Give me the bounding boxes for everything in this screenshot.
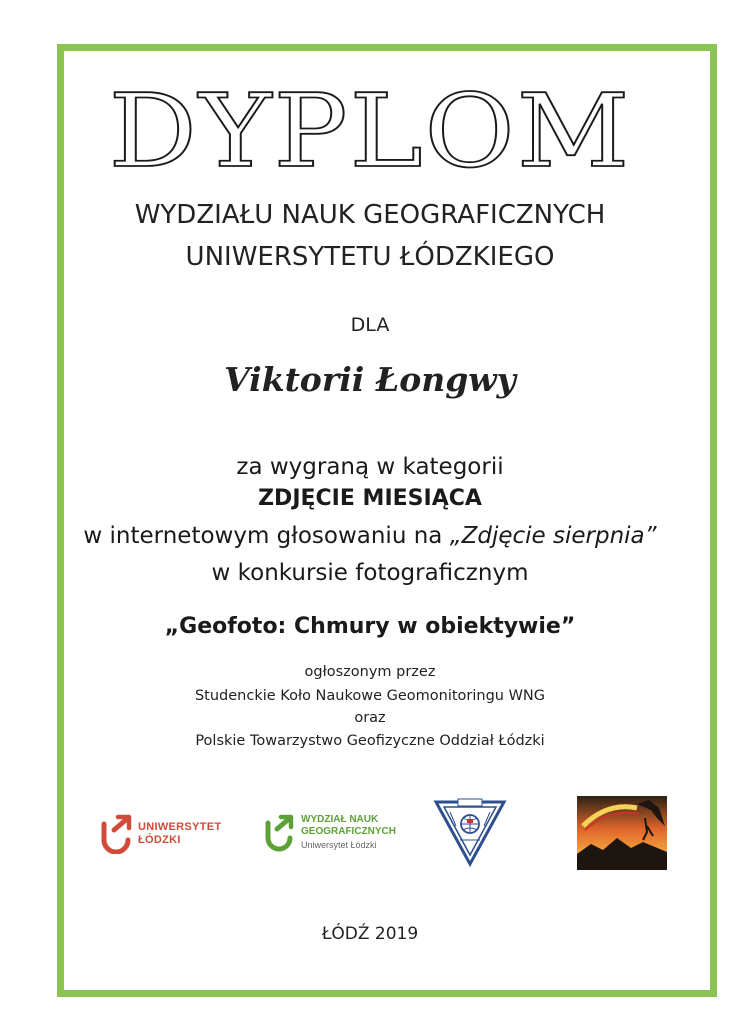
ul-logo-text <box>138 821 221 847</box>
wng-logo-text <box>301 814 396 838</box>
wng-logo-line2: GEOGRAFICZNYCH <box>301 826 396 837</box>
award-text-line: za wygraną w kategorii <box>236 454 504 480</box>
recipient-name: Viktorii Łongwy <box>224 360 516 399</box>
contest-name: „Geofoto: Chmury w obiektywie” <box>164 614 576 639</box>
organizer-ptg: Polskie Towarzystwo Geofizyczne Oddział Łódzki <box>195 733 545 749</box>
issuer-faculty: WYDZIAŁU NAUK GEOGRAFICZNYCH <box>134 200 606 230</box>
logo-uniwersytet-lodzki <box>98 814 228 856</box>
for-label: DLA <box>350 314 390 336</box>
contest-text-line: w konkursie fotograficznym <box>211 560 529 586</box>
organizer-skn: Studenckie Koło Naukowe Geomonitoringu WNG <box>194 688 546 704</box>
place-and-year: ŁÓDŹ 2019 <box>321 924 419 944</box>
announced-by: ogłoszonym przez <box>304 664 436 680</box>
voting-text-prefix: w internetowym głosowaniu na <box>83 523 450 549</box>
diploma-title: DYPLOM <box>108 72 632 190</box>
logo-wng <box>263 812 403 856</box>
wng-arrow-icon <box>263 814 297 852</box>
voting-title-quote: „Zdjęcie sierpnia” <box>449 523 657 549</box>
wng-logo-line1: WYDZIAŁ NAUK <box>301 814 379 825</box>
ul-logo-line2: ŁÓDZKI <box>138 834 181 846</box>
wng-logo-sub: Uniwersytet Łódzki <box>301 840 377 850</box>
issuer-university: UNIWERSYTETU ŁÓDZKIEGO <box>185 242 555 272</box>
voting-text-line <box>0 521 740 551</box>
skn-geomonitoring-logo-icon <box>577 796 667 870</box>
ptg-emblem-icon <box>432 796 508 868</box>
ul-arrow-icon <box>98 814 134 854</box>
award-category: ZDJĘCIE MIESIĄCA <box>258 486 482 511</box>
ul-logo-line1: UNIWERSYTET <box>138 821 222 833</box>
conjunction: oraz <box>354 710 386 726</box>
